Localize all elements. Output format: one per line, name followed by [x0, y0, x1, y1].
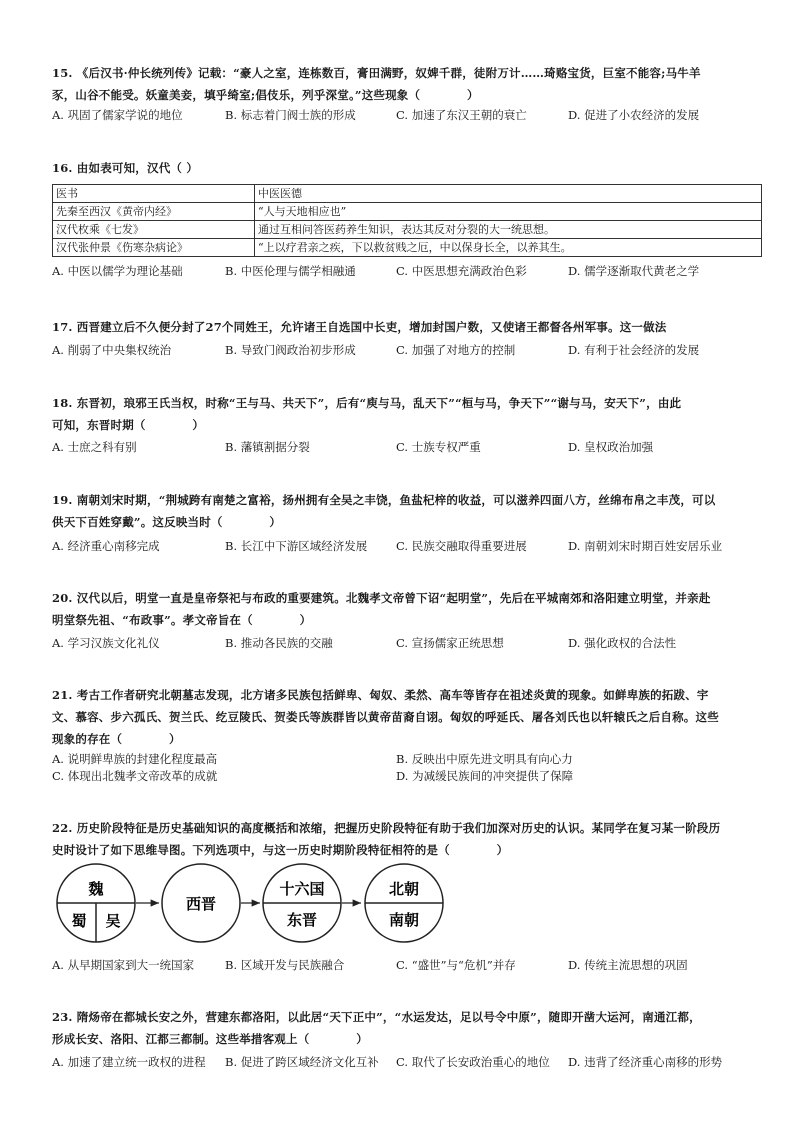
diagram-label-wu: 吴: [105, 912, 121, 930]
table-cell: 汉代张仲景《伤寒杂病论》: [53, 239, 255, 257]
question-21-stem: [52, 684, 742, 750]
q20-option-c[interactable]: C. 宣扬儒家正统思想: [396, 636, 504, 650]
q21-option-d[interactable]: D. 为减缓民族间的冲突提供了保障: [396, 769, 574, 783]
q21-stem-line3: 现象的存在（ ）: [52, 732, 181, 746]
q22-option-a[interactable]: A. 从早期国家到大一统国家: [52, 958, 195, 972]
q21-stem-line2: 文、慕容、步六孤氏、贺兰氏、纥豆陵氏、贺娄氏等族群皆以黄帝苗裔自诩。匈奴的呼延氏、屠各刘氏也以轩辕氏之后自称。这些: [52, 710, 719, 724]
q23-option-a[interactable]: A. 加速了建立统一政权的进程: [52, 1055, 206, 1069]
q16-table: [52, 184, 762, 257]
q22-option-d[interactable]: D. 传统主流思想的巩固: [568, 958, 688, 972]
diagram-node-three-kingdoms: [57, 864, 135, 942]
q20-option-d[interactable]: D. 强化政权的合法性: [568, 636, 677, 650]
q20-stem-line2: 明堂祭先祖、“布政事”。孝文帝旨在（ ）: [52, 613, 312, 627]
q17-option-d[interactable]: D. 有利于社会经济的发展: [568, 343, 700, 357]
q15-option-a[interactable]: A. 巩固了儒家学说的地位: [52, 108, 183, 122]
diagram-label-wei: 魏: [88, 880, 104, 898]
diagram-label-sixteen-kingdoms: 十六国: [279, 880, 325, 898]
table-row: [53, 221, 762, 239]
question-15-stem: [52, 62, 742, 106]
q19-option-b[interactable]: B. 长江中下游区域经济发展: [225, 539, 368, 553]
diagram-label-shu: 蜀: [71, 912, 87, 930]
question-17-stem: [52, 316, 742, 338]
q16-stem-line: 16. 由如表可知，汉代（ ）: [52, 161, 199, 175]
q16-option-b[interactable]: B. 中医伦理与儒学相融通: [225, 264, 356, 278]
q22-stem-line1: 22. 历史阶段特征是历史基础知识的高度概括和浓缩，把握历史阶段特征有助于我们加深对历史的认识。某同学在复习某一阶段历: [52, 821, 721, 835]
q23-stem-line2: 形成长安、洛阳、江都三都制。这些举措客观上（ ）: [52, 1032, 368, 1046]
q19-option-a[interactable]: A. 经济重心南移完成: [52, 539, 160, 553]
q16-option-d[interactable]: D. 儒学逐渐取代黄老之学: [568, 264, 700, 278]
q18-stem-line1: 18. 东晋初，琅邪王氏当权，时称“王与马、共天下”，后有“庾与马，乱天下”“桓与马，争天下”“谢与马，安天下”，由此: [52, 396, 682, 410]
q22-stem-line2: 史时设计了如下思维导图。下列选项中，与这一历史时期阶段特征相符的是（ ）: [52, 843, 509, 857]
q22-option-b[interactable]: B. 区域开发与民族融合: [225, 958, 345, 972]
table-row: [53, 203, 762, 221]
q22-option-c[interactable]: C. “盛世”与“危机”并存: [396, 958, 516, 972]
question-20-stem: [52, 587, 742, 631]
q15-stem-line2: 豕，山谷不能受。妖童美妾，填乎绮室;倡伎乐，列乎深堂。”这些现象（ ）: [52, 88, 479, 102]
q20-option-a[interactable]: A. 学习汉族文化礼仪: [52, 636, 160, 650]
q23-stem-line1: 23. 隋炀帝在都城长安之外，营建东都洛阳，以此居“天下正中”，“水运发达，足以号令中原”，随即开凿大运河，南通江都，: [52, 1010, 701, 1024]
diagram-node-sixteen-kingdoms: [263, 864, 341, 942]
table-row: [53, 239, 762, 257]
diagram-label-eastern-jin: 东晋: [286, 911, 318, 929]
table-cell: 通过互相问答医药养生知识，表达其反对分裂的大一统思想。: [255, 221, 762, 239]
diagram-label-northern-dynasties: 北朝: [388, 880, 420, 898]
q18-option-a[interactable]: A. 士庶之科有别: [52, 440, 137, 454]
table-cell: “人与天地相应也”: [255, 203, 762, 221]
q15-stem-line1: 15. 《后汉书·仲长统列传》记载：“豪人之室，连栋数百，膏田满野，奴婢千群，徒附万计……琦赂宝货，巨室不能容;马牛羊: [52, 66, 701, 80]
table-header-cell: 中医医德: [255, 185, 762, 203]
question-18-stem: [52, 392, 742, 436]
q21-option-a[interactable]: A. 说明鲜卑族的封建化程度最高: [52, 752, 218, 766]
q15-option-c[interactable]: C. 加速了东汉王朝的衰亡: [396, 108, 527, 122]
q17-option-b[interactable]: B. 导致门阀政治初步形成: [225, 343, 356, 357]
diagram-node-northern-southern: [365, 864, 443, 942]
table-header-row: [53, 185, 762, 203]
q21-option-c[interactable]: C. 体现出北魏孝文帝改革的成就: [52, 769, 218, 783]
q15-option-d[interactable]: D. 促进了小农经济的发展: [568, 108, 700, 122]
table-cell: 先秦至西汉《黄帝内经》: [53, 203, 255, 221]
q21-option-b[interactable]: B. 反映出中原先进文明具有向心力: [396, 752, 573, 766]
q18-option-c[interactable]: C. 士族专权严重: [396, 440, 481, 454]
q18-option-b[interactable]: B. 藩镇割据分裂: [225, 440, 310, 454]
q23-option-b[interactable]: B. 促进了跨区域经济文化互补: [225, 1055, 379, 1069]
table-cell: “上以疗君亲之疾，下以救贫贱之厄，中以保身长全，以养其生。: [255, 239, 762, 257]
q19-stem-line1: 19. 南朝刘宋时期，“荆城跨有南楚之富裕，扬州拥有全吴之丰饶，鱼盐杞梓的收益，可以滋养四面八方，丝绵布帛之丰茂，可以: [52, 493, 716, 507]
q19-option-c[interactable]: C. 民族交融取得重要进展: [396, 539, 527, 553]
q15-option-b[interactable]: B. 标志着门阀士族的形成: [225, 108, 356, 122]
diagram-label-southern-dynasties: 南朝: [388, 911, 420, 929]
q21-stem-line1: 21. 考古工作者研究北朝墓志发现，北方诸多民族包括鲜卑、匈奴、柔然、高车等皆存在祖述炎黄的现象。如鲜卑族的拓跋、宇: [52, 688, 709, 702]
table-cell: 汉代枚乘《七发》: [53, 221, 255, 239]
q23-option-c[interactable]: C. 取代了长安政治重心的地位: [396, 1055, 550, 1069]
question-22-stem: [52, 817, 742, 861]
q17-stem-line: 17. 西晋建立后不久便分封了27个同姓王，允许诸王自选国中长吏，增加封国户数，又使诸王都督各州军事。这一做法: [52, 320, 667, 334]
q17-option-a[interactable]: A. 削弱了中央集权统治: [52, 343, 172, 357]
q22-mind-map-diagram: [55, 862, 495, 944]
q20-stem-line1: 20. 汉代以后，明堂一直是皇帝祭祀与布政的重要建筑。北魏孝文帝曾下诏“起明堂”，先后在平城南郊和洛阳建立明堂，并亲赴: [52, 591, 711, 605]
q16-option-a[interactable]: A. 中医以儒学为理论基础: [52, 264, 183, 278]
q16-option-c[interactable]: C. 中医思想充满政治色彩: [396, 264, 527, 278]
question-19-stem: [52, 489, 742, 533]
q17-option-c[interactable]: C. 加强了对地方的控制: [396, 343, 516, 357]
table-header-cell: 医书: [53, 185, 255, 203]
q19-option-d[interactable]: D. 南朝刘宋时期百姓安居乐业: [568, 539, 723, 553]
q18-option-d[interactable]: D. 皇权政治加强: [568, 440, 654, 454]
q18-stem-line2: 可知，东晋时期（ ）: [52, 418, 205, 432]
q20-option-b[interactable]: B. 推动各民族的交融: [225, 636, 333, 650]
q19-stem-line2: 供天下百姓穿戴”。这反映当时（ ）: [52, 515, 282, 529]
q23-option-d[interactable]: D. 违背了经济重心南移的形势: [568, 1055, 723, 1069]
question-23-stem: [52, 1006, 742, 1050]
question-16-stem: [52, 157, 742, 179]
diagram-node-western-jin: [162, 864, 240, 942]
diagram-label-western-jin: 西晋: [185, 895, 217, 913]
